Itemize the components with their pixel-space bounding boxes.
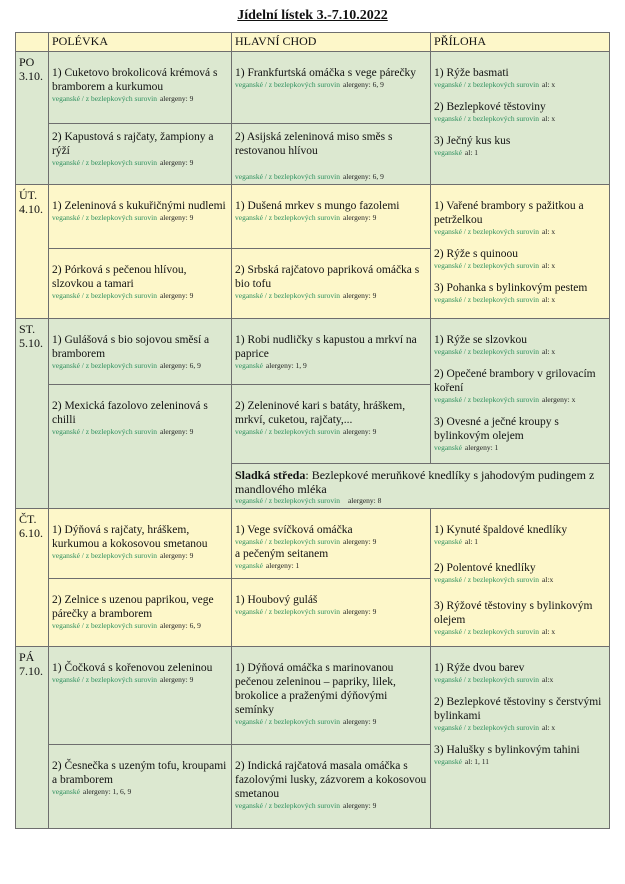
diet-tags: veganské / z bezlepkových surovin (434, 675, 539, 684)
diet-tags: veganské (434, 537, 462, 546)
day-row-thursday (16, 509, 610, 579)
day-row-tuesday (16, 185, 610, 249)
soup-name: 2) Kapustová s rajčaty, žampiony a rýží (52, 131, 214, 157)
dish-meta (235, 80, 427, 90)
main-name: 1) Houbový guláš (235, 594, 318, 606)
side-name: 2) Opečené brambory v grilovacím koření (434, 368, 596, 394)
dish-meta (235, 291, 427, 301)
side-cell (431, 185, 610, 319)
side-name: 1) Kynuté špaldové knedlíky (434, 524, 568, 536)
diet-tags: veganské / z bezlepkových surovin (52, 158, 157, 167)
allergens: al: x (541, 227, 556, 236)
side-cell (431, 52, 610, 185)
soup-cell (49, 319, 232, 385)
dish-meta (235, 361, 427, 371)
diet-tags: veganské (434, 757, 462, 766)
allergens: al: 1 (464, 537, 479, 546)
dish-meta (52, 427, 228, 437)
dish-meta (434, 723, 606, 733)
dish-meta (434, 627, 606, 637)
dish-meta (235, 537, 427, 547)
side-cell (431, 319, 610, 464)
dish-meta (434, 148, 606, 158)
main-cell (232, 124, 431, 185)
dish-meta (235, 801, 427, 811)
main-name: 2) Asijská zeleninová miso směs s restovanou hlívou (235, 131, 393, 157)
dish-meta (434, 575, 606, 585)
side-name: 1) Rýže basmati (434, 67, 509, 79)
soup-name: 2) Zelnice s uzenou paprikou, vege párečky a bramborem (52, 594, 214, 620)
diet-tags: veganské / z bezlepkových surovin (52, 621, 157, 630)
dish-meta (235, 607, 427, 617)
diet-tags: veganské / z bezlepkových surovin (235, 172, 340, 181)
dish-meta (52, 291, 228, 301)
side-name: 2) Bezlepkové těstoviny (434, 101, 546, 113)
main-name: 1) Vege svíčková omáčka (235, 524, 353, 536)
side-name: 3) Pohanka s bylinkovým pestem (434, 282, 588, 294)
soup-name: 2) Mexická fazolovo zeleninová s chilli (52, 400, 208, 426)
diet-tags: veganské (235, 561, 263, 570)
side-name: 1) Rýže dvou barev (434, 662, 525, 674)
dish-meta (52, 675, 228, 685)
dish-meta (434, 347, 606, 357)
allergens: alergeny: 9 (159, 427, 194, 436)
dish-meta (235, 427, 427, 437)
header-soup: POLÉVKA (49, 33, 232, 52)
dish-meta (52, 621, 228, 631)
allergens: al: 1 (464, 148, 479, 157)
diet-tags: veganské / z bezlepkových surovin (434, 80, 539, 89)
diet-tags: veganské / z bezlepkových surovin (52, 361, 157, 370)
diet-tags: veganské / z bezlepkových surovin (52, 291, 157, 300)
diet-tags: veganské / z bezlepkových surovin (52, 213, 157, 222)
allergens: al:x (541, 675, 554, 684)
diet-tags: veganské / z bezlepkových surovin (434, 723, 539, 732)
side-cell (431, 647, 610, 829)
main-name: 2) Indická rajčatová masala omáčka s fazolovými lusky, zázvorem a kokosovou smetanou (235, 760, 427, 800)
allergens: alergeny: 1, 9 (265, 361, 307, 370)
soup-cell (49, 745, 232, 829)
allergens: al: x (541, 627, 556, 636)
allergens: alergeny: 8 (347, 496, 382, 505)
diet-tags: veganské / z bezlepkových surovin (52, 551, 157, 560)
side-name: 2) Polentové knedlíky (434, 562, 536, 574)
diet-tags: veganské / z bezlepkových surovin (434, 295, 539, 304)
soup-cell (49, 124, 232, 185)
dish-meta (434, 227, 606, 237)
dish-meta (52, 787, 228, 797)
dish-meta (434, 114, 606, 124)
diet-tags: veganské / z bezlepkových surovin (52, 427, 157, 436)
main-name: 1) Dušená mrkev s mungo fazolemi (235, 200, 400, 212)
day-row-monday (16, 52, 610, 124)
main-name: 1) Frankfurtská omáčka s vege párečky (235, 67, 417, 79)
allergens: al: x (541, 114, 556, 123)
allergens: alergeny: 6, 9 (159, 361, 201, 370)
dish-meta (52, 361, 228, 371)
main-extra: a pečeným seitanem (235, 548, 329, 560)
side-name: 1) Rýže se slzovkou (434, 334, 527, 346)
diet-tags: veganské / z bezlepkových surovin (235, 427, 340, 436)
dish-meta (235, 496, 606, 506)
allergens: alergeny: 9 (342, 537, 377, 546)
diet-tags: veganské / z bezlepkových surovin (235, 717, 340, 726)
allergens: alergeny: 9 (342, 427, 377, 436)
sweet-dish (235, 468, 606, 496)
dish-meta (52, 158, 228, 168)
dish-meta (52, 551, 228, 561)
dish-meta (434, 80, 606, 90)
allergens: al: x (541, 80, 556, 89)
header-side: PŘÍLOHA (431, 33, 610, 52)
allergens: alergeny: 1 (265, 561, 300, 570)
dish-meta (235, 213, 427, 223)
allergens: al: x (541, 261, 556, 270)
diet-tags: veganské / z bezlepkových surovin (235, 537, 340, 546)
allergens: alergeny: 9 (159, 158, 194, 167)
main-cell (232, 319, 431, 385)
soup-cell (49, 52, 232, 124)
dish-meta (235, 717, 427, 727)
allergens: al: x (541, 347, 556, 356)
soup-cell (49, 647, 232, 745)
main-cell (232, 249, 431, 319)
allergens: alergeny: 1, 6, 9 (82, 787, 132, 796)
side-name: 2) Bezlepkové těstoviny s čerstvými bylinkami (434, 696, 602, 722)
allergens: alergeny: 1 (464, 443, 499, 452)
allergens: al: x (541, 295, 556, 304)
dish-meta (235, 561, 427, 571)
allergens: alergeny: 9 (159, 551, 194, 560)
allergens: alergeny: 9 (159, 213, 194, 222)
allergens: al: 1, 11 (464, 757, 489, 766)
header-main: HLAVNÍ CHOD (232, 33, 431, 52)
diet-tags: veganské (434, 148, 462, 157)
side-cell (431, 509, 610, 647)
allergens: alergeny: x (541, 395, 576, 404)
dish-meta (52, 213, 228, 223)
main-name: 2) Zeleninové kari s batáty, hráškem, mrkví, cuketou, rajčaty,... (235, 400, 406, 426)
allergens: al: x (541, 723, 556, 732)
main-name: 2) Srbská rajčatovo papriková omáčka s bio tofu (235, 264, 420, 290)
side-name: 3) Halušky s bylinkovým tahini (434, 744, 580, 756)
allergens: al:x (541, 575, 554, 584)
soup-name: 1) Čočková s kořenovou zeleninou (52, 662, 213, 674)
diet-tags: veganské / z bezlepkových surovin (434, 347, 539, 356)
diet-tags: veganské / z bezlepkových surovin (434, 575, 539, 584)
diet-tags: veganské / z bezlepkových surovin (434, 395, 539, 404)
diet-tags: veganské / z bezlepkových surovin (235, 80, 340, 89)
soup-cell (49, 249, 232, 319)
diet-tags: veganské / z bezlepkových surovin (235, 291, 340, 300)
day-label: PÁ 7.10. (16, 647, 49, 829)
main-cell (232, 647, 431, 745)
side-name: 3) Ovesné a ječné kroupy s bylinkovým olejem (434, 416, 559, 442)
page-title: Jídelní lístek 3.-7.10.2022 (237, 8, 388, 23)
day-label: PO 3.10. (16, 52, 49, 185)
diet-tags: veganské / z bezlepkových surovin (434, 627, 539, 636)
dish-meta (434, 757, 606, 767)
diet-tags: veganské / z bezlepkových surovin (235, 801, 340, 810)
allergens: alergeny: 6, 9 (159, 621, 201, 630)
allergens: alergeny: 9 (342, 801, 377, 810)
soup-name: 1) Dýňová s rajčaty, hráškem, kurkumou a kokosovou smetanou (52, 524, 208, 550)
menu-table (15, 32, 610, 829)
side-name: 3) Ječný kus kus (434, 135, 511, 147)
soup-name: 1) Gulášová s bio sojovou směsí a bramborem (52, 334, 210, 360)
soup-cell (49, 579, 232, 647)
side-name: 3) Rýžové těstoviny s bylinkovým olejem (434, 600, 593, 626)
soup-name: 1) Zeleninová s kukuřičnými nudlemi (52, 200, 226, 212)
day-row-wednesday (16, 319, 610, 385)
allergens: alergeny: 9 (159, 291, 194, 300)
main-cell (232, 509, 431, 579)
soup-cell (49, 509, 232, 579)
diet-tags: veganské / z bezlepkových surovin (434, 227, 539, 236)
main-cell (232, 185, 431, 249)
allergens: alergeny: 9 (159, 675, 194, 684)
allergens: alergeny: 6, 9 (342, 172, 384, 181)
soup-cell (49, 385, 232, 509)
soup-cell (49, 185, 232, 249)
dish-meta (434, 443, 606, 453)
main-cell (232, 385, 431, 464)
allergens: alergeny: 9 (342, 213, 377, 222)
dish-meta (235, 172, 427, 182)
dish-meta (434, 675, 606, 685)
allergens: alergeny: 9 (159, 94, 194, 103)
diet-tags: veganské (235, 361, 263, 370)
main-cell (232, 52, 431, 124)
dish-meta (434, 537, 606, 547)
soup-name: 2) Pórková s pečenou hlívou, slzovkou a tamari (52, 264, 187, 290)
day-label: ST. 5.10. (16, 319, 49, 509)
allergens: alergeny: 9 (342, 291, 377, 300)
dish-meta (434, 395, 606, 405)
soup-name: 2) Česnečka s uzeným tofu, kroupami a bramborem (52, 760, 227, 786)
allergens: alergeny: 6, 9 (342, 80, 384, 89)
main-name: 1) Robi nudličky s kapustou a mrkví na paprice (235, 334, 417, 360)
dish-meta (52, 94, 228, 104)
sweet-wednesday-cell (232, 464, 610, 509)
side-name: 1) Vařené brambory s pažitkou a petrželkou (434, 200, 584, 226)
dish-meta (434, 261, 606, 271)
sweet-label: Sladká středa (235, 468, 306, 482)
diet-tags: veganské (52, 787, 80, 796)
diet-tags: veganské / z bezlepkových surovin (434, 261, 539, 270)
allergens: alergeny: 9 (342, 717, 377, 726)
header-day (16, 33, 49, 52)
diet-tags: veganské / z bezlepkových surovin (434, 114, 539, 123)
side-name: 2) Rýže s quinoou (434, 248, 519, 260)
main-cell (232, 579, 431, 647)
diet-tags: veganské / z bezlepkových surovin (52, 94, 157, 103)
header-row (16, 33, 610, 52)
dish-meta (434, 295, 606, 305)
diet-tags: veganské / z bezlepkových surovin (235, 607, 340, 616)
diet-tags: veganské / z bezlepkových surovin (235, 213, 340, 222)
day-label: ÚT. 4.10. (16, 185, 49, 319)
main-name: 1) Dýňová omáčka s marinovanou pečenou zeleninou – papriky, lilek, brokolice a praženými dýňovými semínky (235, 662, 396, 716)
sweet-text: : Bezlepkové meruňkové knedlíky s jahodovým pudingem z mandlového mléka (235, 468, 595, 496)
diet-tags: veganské / z bezlepkových surovin (52, 675, 157, 684)
diet-tags: veganské / z bezlepkových surovin (235, 496, 340, 505)
allergens: alergeny: 9 (342, 607, 377, 616)
day-row-friday (16, 647, 610, 745)
day-label: ČT. 6.10. (16, 509, 49, 647)
soup-name: 1) Cuketovo brokolicová krémová s bramborem a kurkumou (52, 67, 218, 93)
main-cell (232, 745, 431, 829)
diet-tags: veganské (434, 443, 462, 452)
